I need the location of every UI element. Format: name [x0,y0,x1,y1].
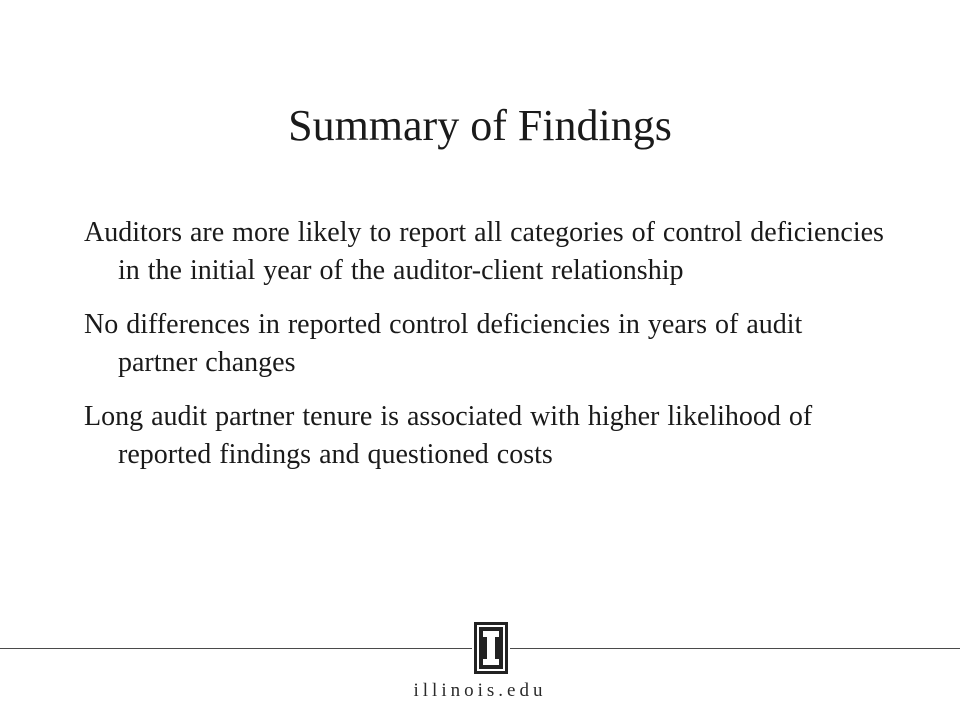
finding-item: Long audit partner tenure is associated with higher likelihood of reported findings and questioned costs [84,401,813,470]
finding-item: Auditors are more likely to report all categories of control deficiencies in the initial year of the auditor-client relationship [84,217,884,286]
finding-item: No differences in reported control deficiencies in years of audit partner changes [84,309,803,378]
illinois-block-i-icon [472,618,510,678]
findings-list [84,214,884,490]
footer-domain: illinois.edu [413,680,547,701]
slide-title: Summary of Findings [288,101,672,150]
illinois-logo-mark [474,622,508,674]
